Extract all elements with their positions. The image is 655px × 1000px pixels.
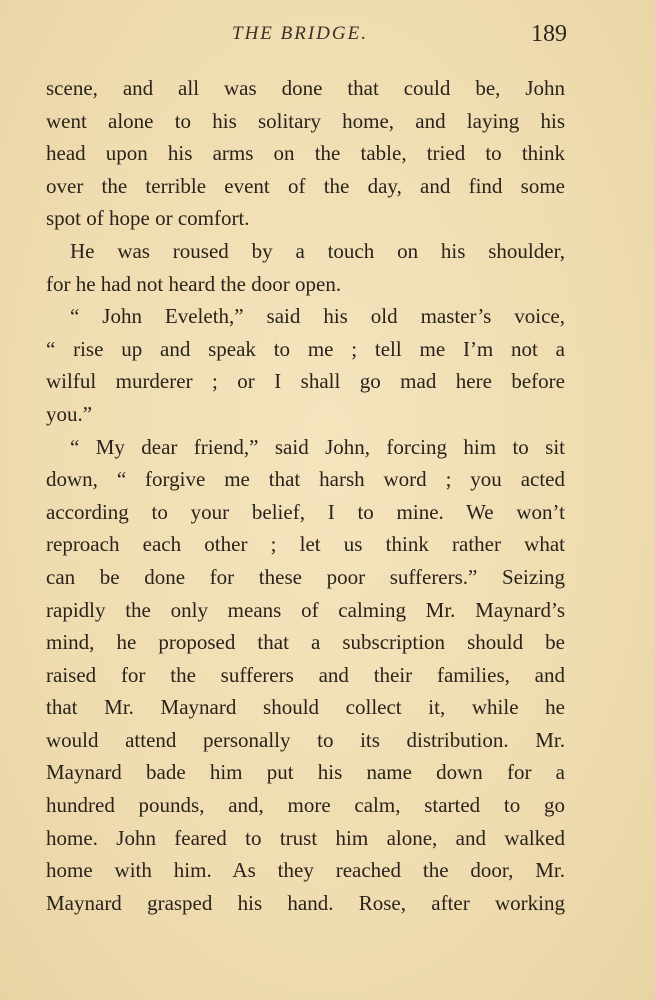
text-line: went alone to his solitary home, and laying his (46, 108, 565, 133)
running-title: THE BRIDGE. (232, 23, 368, 44)
text-line: over the terrible event of the day, and find some (46, 173, 565, 198)
text-line: hundred pounds, and, more calm, started to go (46, 793, 565, 818)
text-line: for he had not heard the door open. (46, 271, 342, 296)
text-line: according to your belief, I to mine. We won’t (46, 499, 565, 524)
text-line: scene, and all was done that could be, John (46, 76, 565, 100)
text-line: home. John feared to trust him alone, and walked (46, 825, 565, 850)
text-line: rapidly the only means of calming Mr. Maynard’s (46, 597, 565, 622)
text-line: home with him. As they reached the door, Mr. (46, 858, 565, 883)
text-line: head upon his arms on the table, tried to think (46, 141, 565, 166)
text-line: “ rise up and speak to me ; tell me I’m not a (46, 336, 565, 361)
text-line: Maynard grasped his hand. Rose, after working (46, 890, 565, 915)
text-line: reproach each other ; let us think rather what (46, 532, 565, 557)
text-line: Maynard bade him put his name down for a (46, 760, 565, 785)
text-line: mind, he proposed that a subscription should be (46, 630, 565, 655)
text-line: spot of hope or comfort. (46, 206, 250, 231)
text-line: wilful murderer ; or I shall go mad here before (46, 369, 565, 394)
text-line: He was roused by a touch on his shoulder, (70, 238, 565, 263)
text-line: would attend personally to its distribution. Mr. (46, 727, 565, 752)
text-line: can be done for these poor sufferers.” Seizing (46, 564, 565, 589)
text-line: you.” (46, 401, 93, 426)
running-head (0, 20, 655, 50)
text-line: down, “ forgive me that harsh word ; you acted (46, 467, 565, 492)
text-line: “ My dear friend,” said John, forcing him to sit (70, 434, 565, 459)
text-line: “ John Eveleth,” said his old master’s voice, (70, 304, 565, 329)
text-line: raised for the sufferers and their families, and (46, 662, 565, 687)
body-text (46, 72, 565, 919)
text-line: that Mr. Maynard should collect it, while he (46, 695, 565, 720)
page-number: 189 (531, 21, 567, 47)
